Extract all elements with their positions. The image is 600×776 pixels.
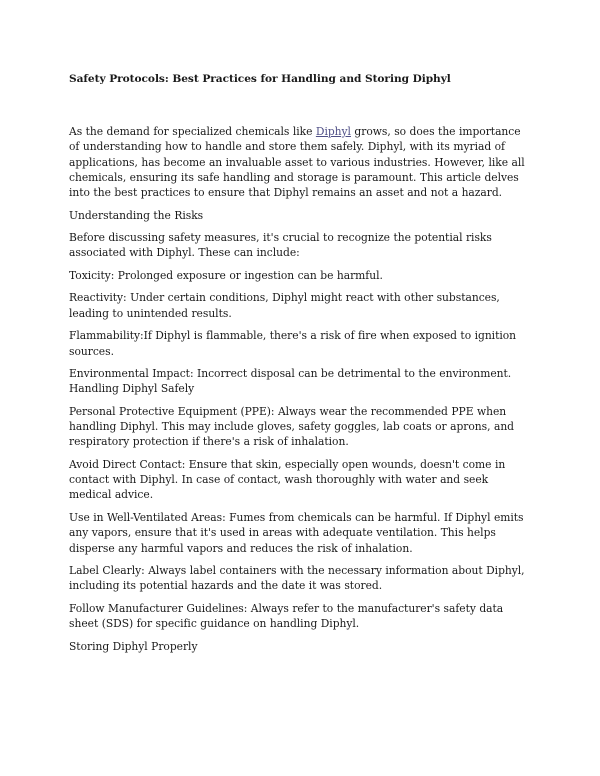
intro-text-before-link: As the demand for specialized chemicals like — [69, 125, 316, 138]
paragraph-manufacturer-guidelines: Follow Manufacturer Guidelines: Always refer to the manufacturer's safety data sheet (SDS) for specific guidance on handling Diphyl. — [69, 601, 504, 631]
paragraph-flammability: Flammability:If Diphyl is flammable, there's a risk of fire when exposed to ignition sources. — [69, 329, 517, 358]
paragraph-label-clearly: Label Clearly: Always label containers with the necessary information about Diphyl, including its potential hazards and the date it was stored. — [69, 564, 525, 593]
page-title — [69, 72, 530, 87]
paragraph-reactivity: Reactivity: Under certain conditions, Diphyl might react with other substances, leading to unintended results. — [69, 291, 500, 320]
paragraph-environmental-impact: Environmental Impact: Incorrect disposal can be detrimental to the environment. Handling Diphyl Safely — [69, 366, 512, 396]
heading-storing-diphyl-properly: Storing Diphyl Properly — [69, 639, 198, 653]
paragraph-toxicity: Toxicity: Prolonged exposure or ingestion can be harmful. — [69, 268, 383, 282]
paragraph-ppe: Personal Protective Equipment (PPE): Always wear the recommended PPE when handling Diphyl. This may include gloves, safety goggles, lab coats or aprons, and respiratory protection if there's a risk of inhalation. — [69, 404, 515, 449]
paragraph-avoid-direct-contact: Avoid Direct Contact: Ensure that skin, especially open wounds, doesn't come in contact with Diphyl. In case of contact, wash thoroughly with water and seek medical advice. — [69, 457, 506, 502]
paragraph-intro — [69, 124, 530, 200]
page-title-text: Safety Protocols: Best Practices for Handling and Storing Diphyl — [69, 73, 451, 85]
paragraph-risks-intro: Before discussing safety measures, it's crucial to recognize the potential risks associated with Diphyl. These can include: — [69, 231, 492, 260]
heading-understanding-the-risks: Understanding the Risks — [69, 208, 204, 222]
paragraph-ventilation: Use in Well-Ventilated Areas: Fumes from chemicals can be harmful. If Diphyl emits any vapors, ensure that it's used in areas with adequate ventilation. This helps disperse any harmful vapors and reduces the risk of inhalation. — [69, 510, 524, 555]
intro-text-after-link: grows, so does the importance of understanding how to handle and store them safely. Diphyl, with its myriad of applications, has become an invaluable asset to various industries. However, like all chemicals, ensuring its safe handling and storage is paramount. This article delves into the best practices to ensure that Diphyl remains an asset and not a hazard. — [69, 125, 525, 200]
diphyl-link[interactable]: Diphyl — [315, 125, 351, 138]
